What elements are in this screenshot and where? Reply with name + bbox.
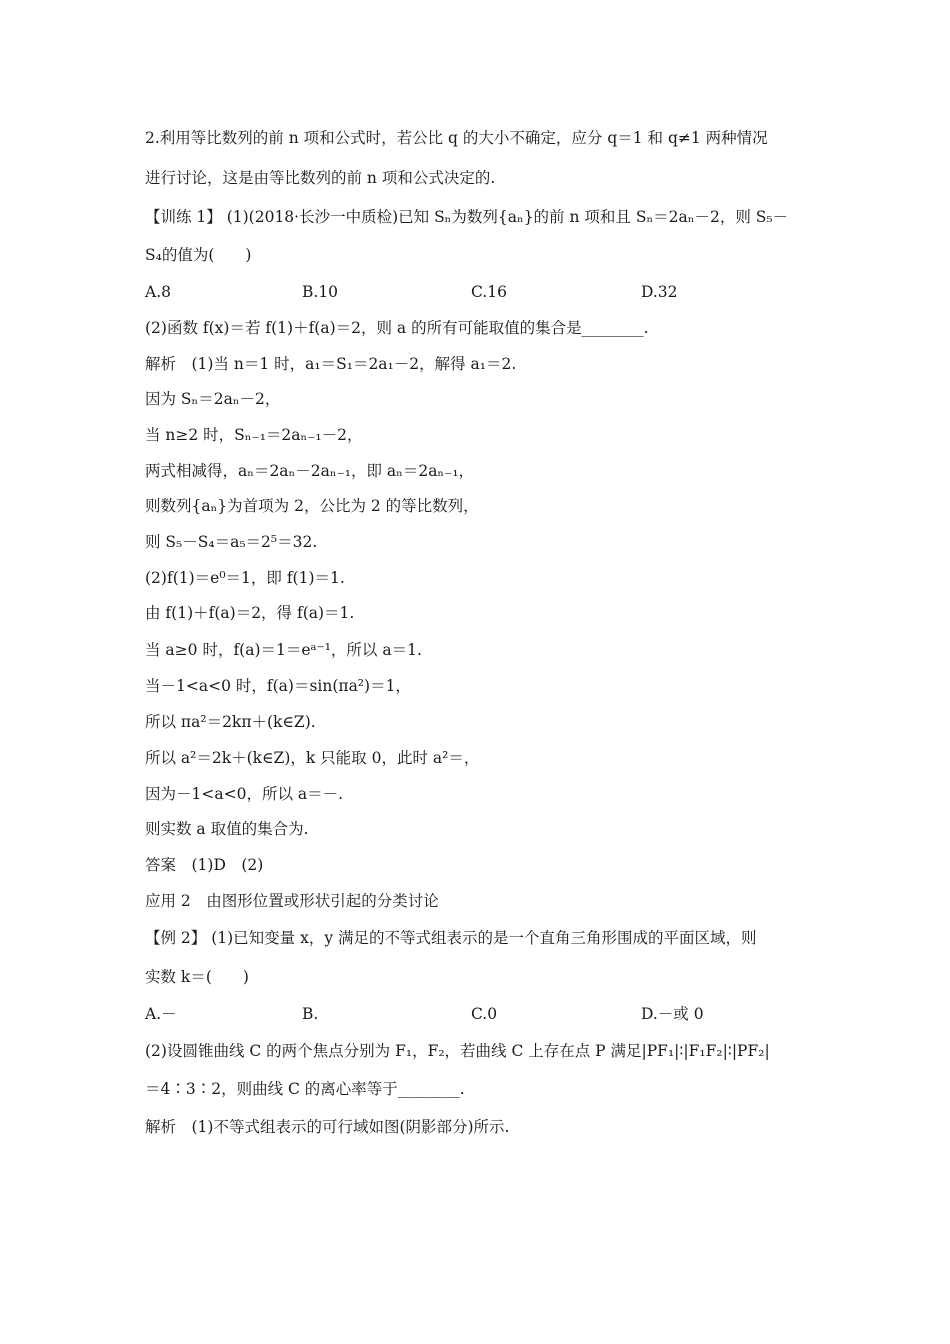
choice-row xyxy=(145,282,815,302)
text-line: 当 n≥2 时，Sₙ₋₁＝2aₙ₋₁－2， xyxy=(145,426,363,444)
choice-b: B.10 xyxy=(302,283,339,301)
text-line: 当－1<a<0 时，f(a)＝sin(πa²)＝1， xyxy=(145,677,411,695)
choice-d: D.32 xyxy=(641,283,678,301)
exercise-heading: 【训练 1】 (1)(2018·长沙一中质检)已知 Sₙ为数列{aₙ}的前 n 项和且 Sₙ＝2aₙ－2，则 S₅－ xyxy=(145,208,789,226)
text-line: (2)f(1)＝e⁰＝1，即 f(1)＝1. xyxy=(145,569,345,587)
choice-a: A.－ xyxy=(145,1005,177,1023)
text-line: 两式相减得，aₙ＝2aₙ－2aₙ₋₁，即 aₙ＝2aₙ₋₁， xyxy=(145,462,475,480)
text-line: (2)设圆锥曲线 C 的两个焦点分别为 F₁，F₂，若曲线 C 上存在点 P 满足|PF₁|∶|F₁F₂|∶|PF₂| xyxy=(145,1042,770,1060)
choice-d: D.－或 0 xyxy=(641,1005,704,1023)
section-heading: 应用 2 由图形位置或形状引起的分类讨论 xyxy=(145,892,439,910)
text-line: 则 S₅－S₄＝a₅＝2⁵＝32. xyxy=(145,533,318,551)
solution-heading: 解析 (1)不等式组表示的可行域如图(阴影部分)所示. xyxy=(145,1118,510,1136)
choice-c: C.0 xyxy=(471,1005,498,1023)
text-line: 实数 k＝( ) xyxy=(145,968,249,986)
choice-b: B. xyxy=(302,1005,319,1023)
choice-c: C.16 xyxy=(471,283,507,301)
text-line: 进行讨论，这是由等比数列的前 n 项和公式决定的. xyxy=(145,169,496,187)
solution-heading: 解析 (1)当 n＝1 时，a₁＝S₁＝2a₁－2，解得 a₁＝2. xyxy=(145,355,517,373)
answer-line: 答案 (1)D (2) xyxy=(145,856,264,874)
text-line: (2)函数 f(x)＝若 f(1)＋f(a)＝2，则 a 的所有可能取值的集合是________. xyxy=(145,319,649,337)
choice-row xyxy=(145,1004,815,1024)
text-line: 由 f(1)＋f(a)＝2，得 f(a)＝1. xyxy=(145,604,355,622)
text-line: 当 a≥0 时，f(a)＝1＝eᵃ⁻¹，所以 a＝1. xyxy=(145,641,422,659)
text-line: S₄的值为( ) xyxy=(145,246,252,264)
text-line: 2.利用等比数列的前 n 项和公式时，若公比 q 的大小不确定，应分 q＝1 和 q≠1 两种情况 xyxy=(145,129,768,147)
text-line: 所以 a²＝2k＋(k∈Z)，k 只能取 0，此时 a²＝， xyxy=(145,749,480,767)
text-line: 则实数 a 取值的集合为. xyxy=(145,820,309,838)
text-line: 因为 Sₙ＝2aₙ－2， xyxy=(145,390,281,408)
text-line: 因为－1<a<0，所以 a＝－. xyxy=(145,785,344,803)
text-line: 所以 πa²＝2kπ＋(k∈Z). xyxy=(145,713,316,731)
text-line: 则数列{aₙ}为首项为 2，公比为 2 的等比数列， xyxy=(145,497,479,515)
text-line: ＝4∶3∶2，则曲线 C 的离心率等于________. xyxy=(145,1080,465,1098)
choice-a: A.8 xyxy=(145,283,171,301)
example-heading: 【例 2】 (1)已知变量 x，y 满足的不等式组表示的是一个直角三角形围成的平面区域，则 xyxy=(145,929,757,947)
